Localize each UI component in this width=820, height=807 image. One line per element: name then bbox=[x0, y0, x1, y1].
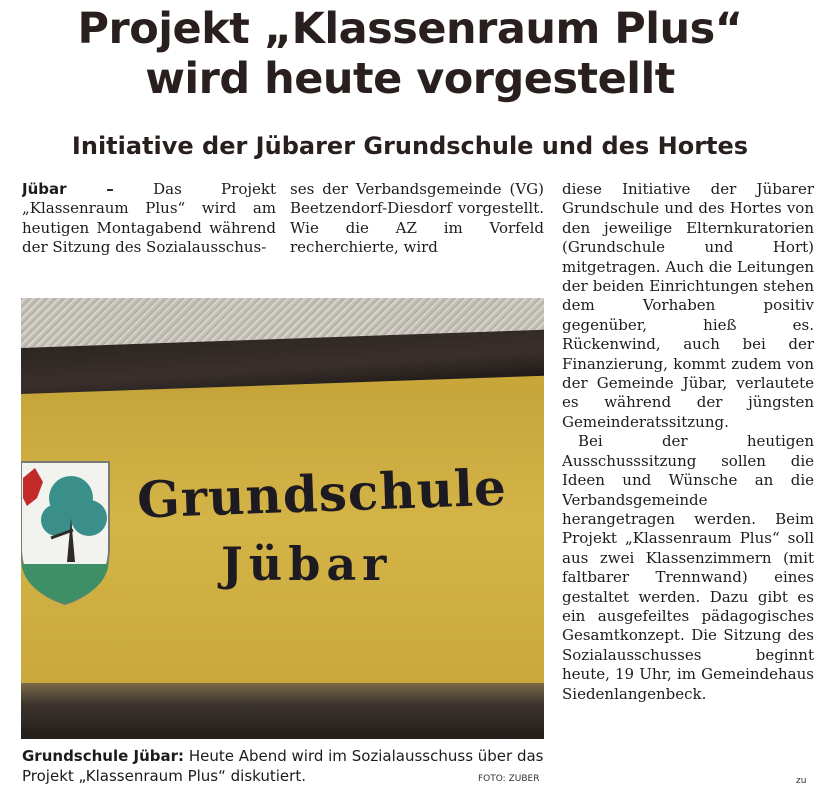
photo-credit: FOTO: ZUBER bbox=[478, 774, 540, 784]
column-3-paragraph-1: diese Initiative der Jübarer Grundschule und des Hortes von den jeweilige Elternkuratorien (Grundschule und Hort) mitgetragen. Auch die Leitungen der beiden Einrichtungen stehen dem Vorhaben positiv gegenüber, hieß es. Rückenwind, auch bei der Finanzierung, kommt zudem von der Gemeinde Jübar, verlautete es während der jüngsten Gemeinderatssitzung. bbox=[562, 180, 814, 431]
headline-line-2: wird heute vorgestellt bbox=[145, 54, 675, 104]
caption-text: Heute Abend wird im Sozialausschuss über das Projekt „Klassenraum Plus“ diskutiert. bbox=[22, 747, 544, 785]
column-1-text: Das Projekt „Klassenraum Plus“ wird am heutigen Montagabend während der Sitzung des Sozialausschus- bbox=[22, 180, 276, 257]
dateline: Jübar – bbox=[22, 180, 114, 198]
author-initials: zu bbox=[796, 776, 807, 786]
photo-caption bbox=[22, 746, 544, 786]
coat-of-arms-icon bbox=[21, 458, 113, 608]
headline bbox=[0, 4, 820, 104]
article-photo bbox=[21, 298, 544, 739]
column-3-paragraph-2: Bei der heutigen Ausschusssitzung sollen die Ideen und Wünsche an die Verbandsgemeinde herangetragen werden. Beim Projekt „Klassenraum Plus“ soll aus zwei Klassenzimmern (mit faltbarer Trennwand) eines gestaltet werden. Dazu gibt es ein ausgefeiltes pädagogisches Gesamtkonzept. Die Sitzung des Sozialausschusses beginnt heute, 19 Uhr, im Gemeindehaus Siedenlangenbeck. bbox=[562, 432, 814, 703]
headline-line-1: Projekt „Klassenraum Plus“ bbox=[77, 4, 743, 54]
sign-frame-bottom bbox=[21, 683, 544, 739]
caption-lead: Grundschule Jübar: bbox=[22, 747, 185, 765]
subheadline: Initiative der Jübarer Grundschule und des Hortes bbox=[71, 132, 749, 160]
sign-text-line-2: Jübar bbox=[221, 537, 393, 591]
article-column-3 bbox=[562, 180, 814, 780]
column-2-text: ses der Verbandsgemeinde (VG) Beetzendorf-Diesdorf vorgestellt. Wie die AZ im Vorfeld recherchierte, wird bbox=[290, 180, 544, 257]
article-column-2 bbox=[290, 180, 544, 272]
sign-text-line-1: Grundschule bbox=[136, 457, 508, 530]
article-column-1 bbox=[22, 180, 276, 272]
